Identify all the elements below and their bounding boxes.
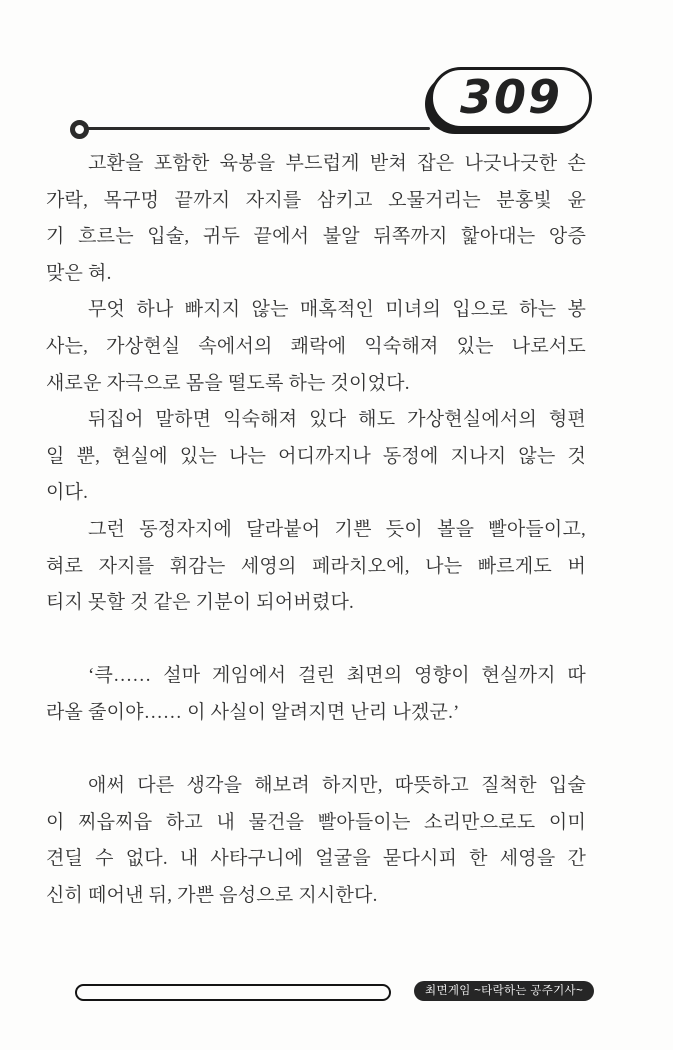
- text-line: 견딜 수 없다. 내 사타구니에 얼굴을 묻다시피 한 세영을 간: [46, 848, 586, 870]
- header-rule-line: [87, 127, 430, 130]
- text-line: 무엇 하나 빠지지 않는 매혹적인 미녀의 입으로 하는 봉: [88, 299, 586, 321]
- paragraph: [46, 768, 586, 914]
- text-line: 애써 다른 생각을 해보려 하지만, 따뜻하고 질척한 입술: [88, 775, 586, 797]
- footer-pill-ornament: [75, 984, 391, 1001]
- footer-series-badge: [414, 981, 594, 1001]
- text-line: 그런 동정자지에 달라붙어 기쁜 듯이 볼을 빨아들이고,: [88, 518, 586, 540]
- page-number: 309: [459, 70, 563, 124]
- header-ring-ornament: [70, 120, 89, 139]
- paragraph: [46, 512, 586, 622]
- text-line: 혀로 자지를 휘감는 세영의 페라치오에, 나는 빠르게도 버: [46, 555, 586, 577]
- text-line: 이다.: [46, 482, 89, 504]
- text-line: 신히 떼어낸 뒤, 가쁜 음성으로 지시한다.: [46, 884, 378, 906]
- body-text: [46, 146, 586, 914]
- text-line: 새로운 자극으로 몸을 떨도록 하는 것이었다.: [46, 372, 410, 394]
- text-line: 이 찌읍찌읍 하고 내 물건을 빨아들이는 소리만으로도 이미: [46, 811, 586, 833]
- paragraph: [46, 146, 586, 292]
- text-line: 고환을 포함한 육봉을 부드럽게 받쳐 잡은 나긋나긋한 손: [88, 153, 586, 174]
- paragraph: [46, 658, 586, 731]
- text-line: 맞은 혀.: [46, 262, 112, 284]
- text-line: 가락, 목구멍 끝까지 자지를 삼키고 오물거리는 분홍빛 윤: [46, 189, 586, 211]
- text-line: 티지 못할 것 같은 기분이 되어버렸다.: [46, 592, 355, 614]
- text-line: 일 뿐, 현실에 있는 나는 어디까지나 동정에 지나지 않는 것: [46, 445, 586, 467]
- text-line: 기 흐르는 입술, 귀두 끝에서 불알 뒤쪽까지 핥아대는 앙증: [46, 226, 586, 248]
- paragraph: [46, 292, 586, 402]
- text-line: 사는, 가상현실 속에서의 쾌락에 익숙해져 있는 나로서도: [46, 335, 586, 357]
- text-line: 라올 줄이야…… 이 사실이 알려지면 난리 나겠군.’: [46, 701, 460, 723]
- paragraph: [46, 402, 586, 512]
- text-line: 뒤집어 말하면 익숙해져 있다 해도 가상현실에서의 형편: [88, 409, 586, 431]
- text-line: ‘큭…… 설마 게임에서 걸린 최면의 영향이 현실까지 따: [88, 665, 586, 687]
- footer-series-title: 최면게임 ~타락하는 공주기사~: [425, 985, 583, 997]
- page-number-badge: [430, 67, 592, 129]
